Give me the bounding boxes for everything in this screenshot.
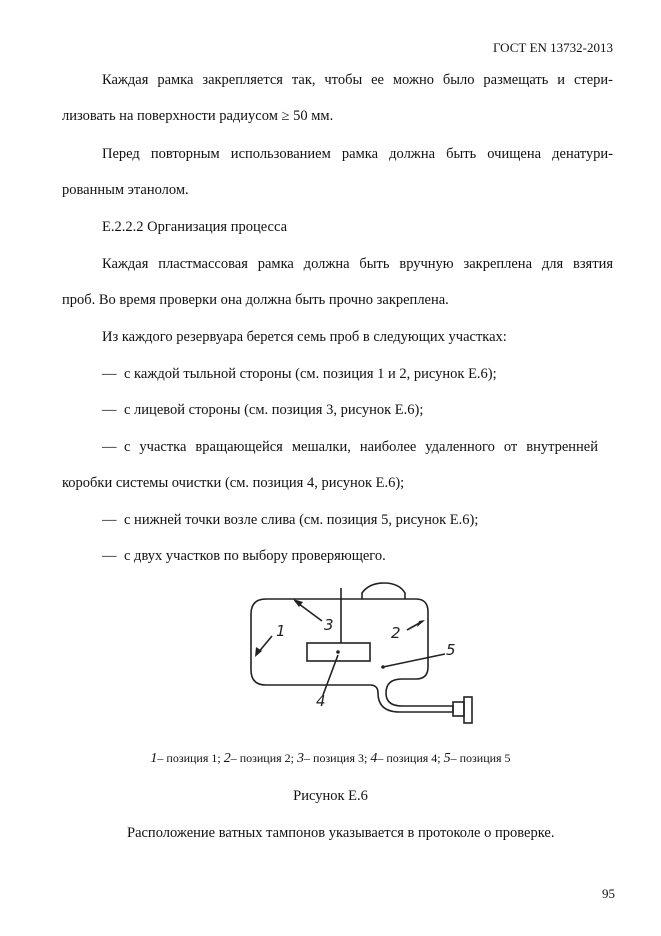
closing-line: Расположение ватных тампонов указывается в протоколе о проверке. [127, 825, 555, 841]
list-item: — с каждой тыльной стороны (см. позиция 1 и 2, рисунок Е.6); [102, 366, 497, 382]
body-line: коробки системы очистки (см. позиция 4, рисунок Е.6); [62, 475, 405, 491]
document-header: ГОСТ EN 13732-2013 [492, 40, 613, 55]
marker-4 [336, 650, 340, 654]
page-number: 95 [602, 886, 615, 901]
body-line: лизовать на поверхности радиусом ≥ 50 мм. [62, 108, 334, 124]
list-item: — с лицевой стороны (см. позиция 3, рисунок Е.6); [102, 402, 424, 418]
list-item: — с нижней точки возле слива (см. позиция 5, рисунок Е.6); [102, 512, 479, 528]
tank-outline [251, 599, 453, 712]
arrow-2 [417, 620, 425, 627]
body-line: Каждая рамка закрепляется так, чтобы ее можно было размещать и стери- [102, 72, 613, 88]
callout-5: 5 [446, 641, 456, 659]
body-line: проб. Во время проверки она должна быть прочно закреплена. [62, 292, 449, 308]
body-line: Из каждого резервуара берется семь проб в следующих участках: [102, 329, 507, 345]
callout-1: 1 [276, 622, 286, 640]
drain-valve [453, 702, 464, 716]
list-item: — с двух участков по выбору проверяющего. [102, 548, 386, 564]
lid-handle [362, 583, 405, 599]
callout-3: 3 [324, 616, 334, 634]
list-dash: — [102, 439, 117, 455]
callout-4: 4 [316, 692, 326, 710]
body-line: Каждая пластмассовая рамка должна быть вручную закреплена для взятия [102, 256, 613, 272]
body-line: рованным этанолом. [62, 182, 189, 198]
drain-cap [464, 697, 472, 723]
figure-legend: 1– позиция 1; 2– позиция 2; 3– позиция 3; 4– позиция 4; 5– позиция 5 [150, 751, 511, 766]
list-dash: — [102, 402, 117, 418]
marker-5 [381, 665, 385, 669]
list-dash: — [102, 548, 117, 564]
list-item: — с участка вращающейся мешалки, наиболее удаленного от внутренней [102, 439, 598, 455]
section-heading: Е.2.2.2 Организация процесса [102, 219, 288, 235]
callout-2: 2 [391, 624, 401, 642]
list-dash: — [102, 366, 117, 382]
body-line: Перед повторным использованием рамка должна быть очищена денатури- [102, 146, 613, 162]
figure-caption: Рисунок Е.6 [293, 788, 368, 804]
list-dash: — [102, 512, 117, 528]
